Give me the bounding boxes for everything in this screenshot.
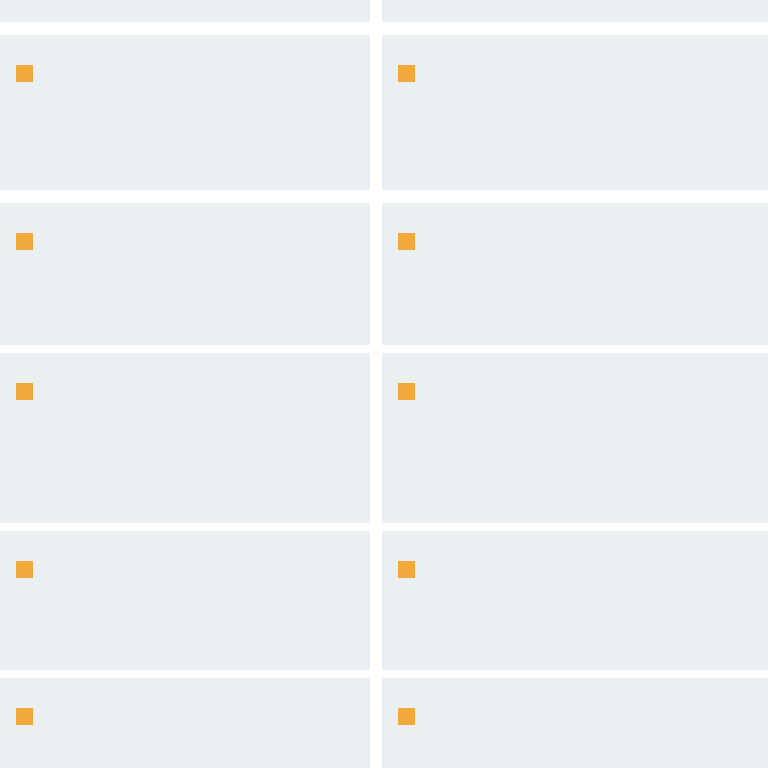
table-cell-left [0,0,376,22]
bullet-square-icon [16,233,33,250]
bullet-square-icon [398,383,415,400]
row-divider [0,345,768,353]
table-cell-left [0,531,376,670]
row-divider [0,523,768,531]
table-row [0,203,768,345]
table-cell-right [376,678,768,768]
table-row [0,531,768,670]
table-cell-right [376,353,768,523]
table-row-partial-top [0,0,768,22]
table-row [0,35,768,190]
table-cell-left [0,203,376,345]
table-cell-left [0,353,376,523]
bullet-square-icon [398,65,415,82]
bullet-square-icon [398,708,415,725]
bullet-square-icon [16,561,33,578]
bullet-square-icon [16,383,33,400]
table-cell-right [376,35,768,190]
table-cell-right [376,531,768,670]
row-divider [0,670,768,678]
table-cell-right [376,203,768,345]
table-row-partial-bottom [0,678,768,768]
bullet-square-icon [398,561,415,578]
table-cell-left [0,678,376,768]
bullet-square-icon [16,65,33,82]
table-cell-right [376,0,768,22]
row-divider [0,190,768,203]
bullet-square-icon [398,233,415,250]
row-divider [0,22,768,35]
bullet-square-icon [16,708,33,725]
table-cell-left [0,35,376,190]
table-row [0,353,768,523]
